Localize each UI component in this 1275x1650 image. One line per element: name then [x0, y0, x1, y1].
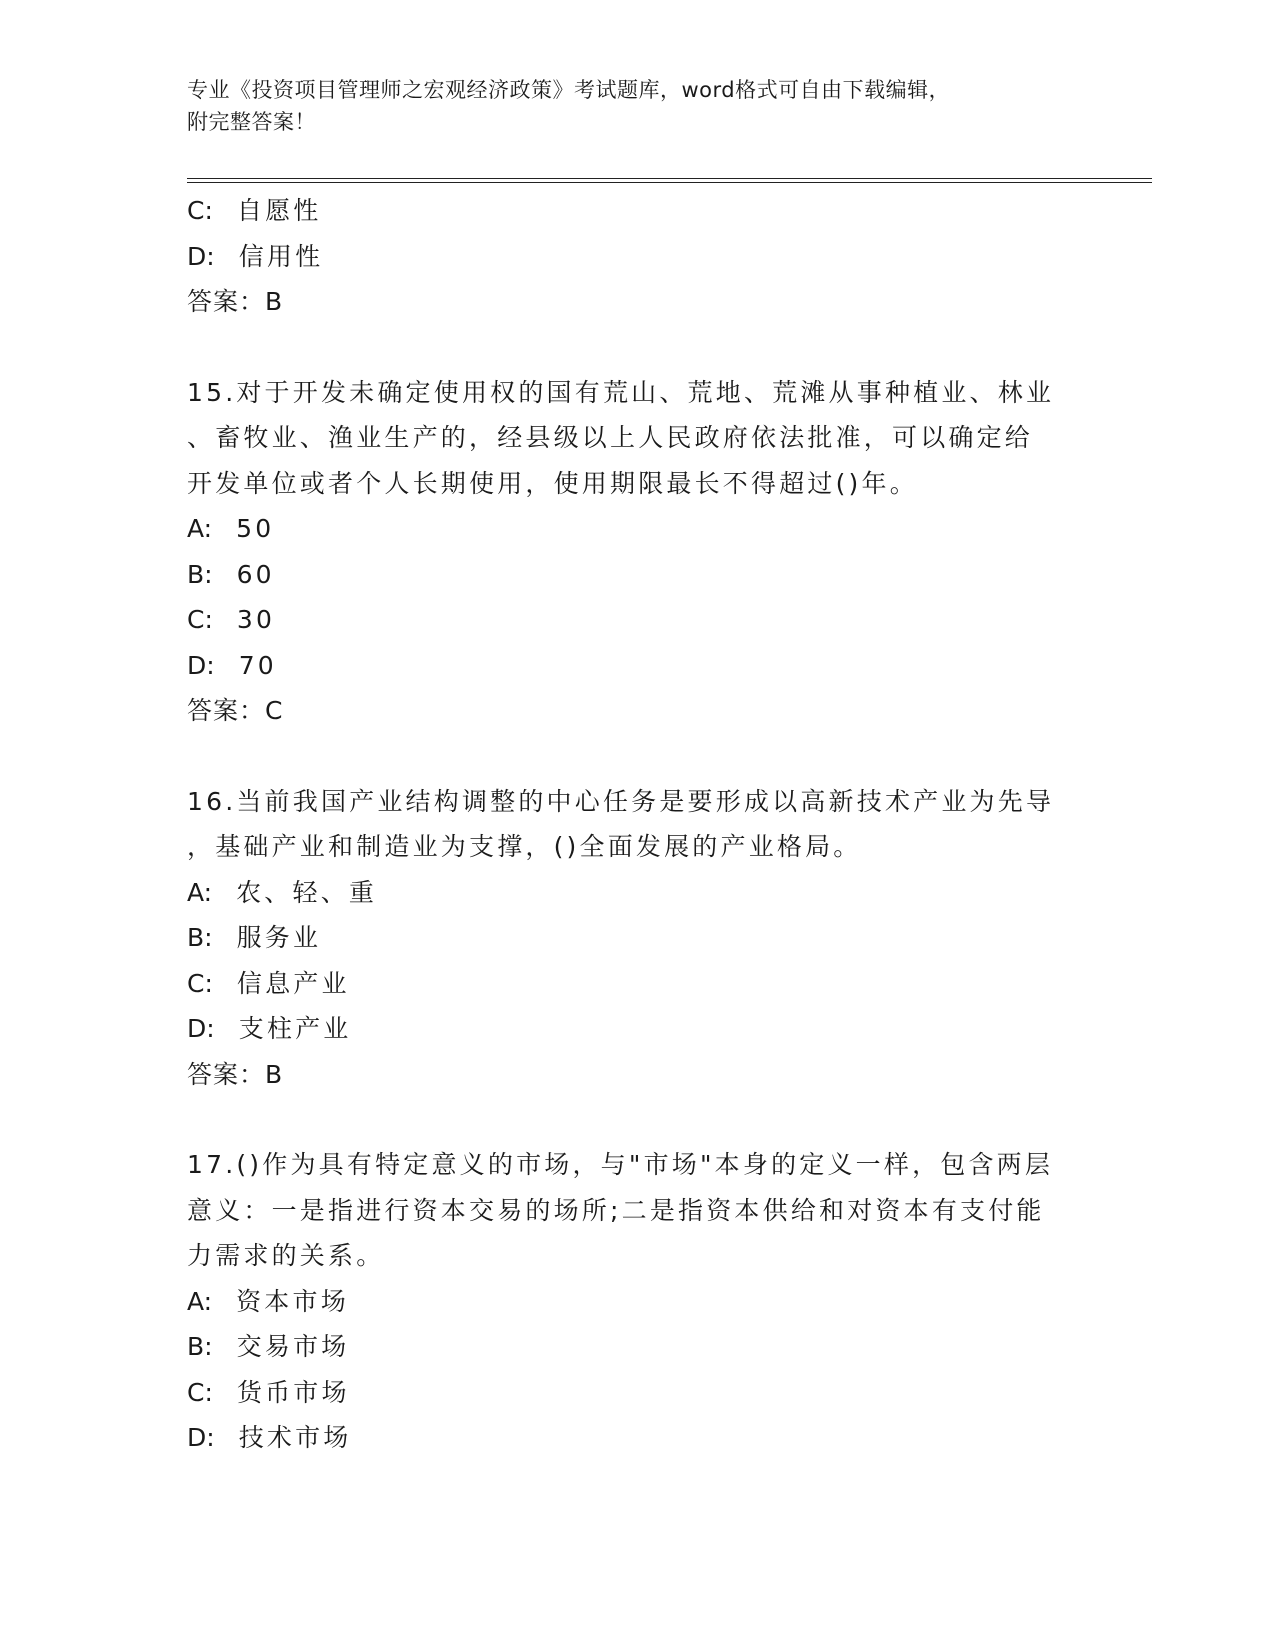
question-text	[187, 779, 1087, 870]
option-text: 服务业	[236, 923, 322, 952]
question-line: 15.对于开发未确定使用权的国有荒山、荒地、荒滩从事种植业、林业	[187, 377, 1055, 407]
option-d	[187, 1415, 1087, 1461]
option-letter: D:	[187, 650, 215, 680]
option-text: 自愿性	[236, 196, 322, 225]
option-letter: B:	[187, 923, 213, 952]
option-letter: B:	[187, 559, 213, 589]
option-b	[187, 915, 1087, 961]
option-letter: A:	[187, 877, 213, 907]
option-text: 60	[236, 559, 275, 589]
option-b	[187, 552, 1087, 598]
option-a	[187, 506, 1087, 552]
option-text: 信用性	[238, 241, 324, 271]
header-divider	[187, 178, 1152, 183]
option-letter: D:	[187, 241, 215, 271]
option-letter: C:	[187, 1377, 213, 1407]
option-letter: C:	[187, 605, 213, 634]
option-text: 支柱产业	[238, 1014, 352, 1043]
option-text: 70	[238, 650, 277, 680]
question-line: 、畜牧业、渔业生产的，经县级以上人民政府依法批准，可以确定给	[187, 423, 1034, 452]
option-a	[187, 870, 1087, 916]
option-text: 50	[236, 514, 275, 543]
question-text	[187, 370, 1087, 507]
option-text: 资本市场	[236, 1286, 349, 1316]
question-line: 力需求的关系。	[187, 1241, 385, 1270]
question-16	[187, 779, 1087, 1098]
option-letter: D:	[187, 1423, 215, 1452]
header-line-2: 附完整答案！	[187, 110, 316, 134]
question-text	[187, 1142, 1087, 1279]
option-d	[187, 234, 1087, 280]
option-a	[187, 1279, 1087, 1325]
option-letter: A:	[187, 1286, 213, 1316]
question-list	[187, 188, 1087, 1461]
answer-line: 答案：C	[187, 696, 284, 725]
option-c	[187, 188, 1087, 234]
option-text: 农、轻、重	[236, 877, 378, 907]
option-letter: C:	[187, 196, 213, 225]
option-letter: A:	[187, 514, 213, 543]
option-text: 信息产业	[236, 968, 350, 998]
header-line-1: 专业《投资项目管理师之宏观经济政策》考试题库，word格式可自由下载编辑，	[187, 78, 951, 102]
question-line: 17.()作为具有特定意义的市场，与"市场"本身的定义一样，包含两层	[187, 1150, 1054, 1179]
question-line: 意义：一是指进行资本交易的场所;二是指资本供给和对资本有支付能	[187, 1195, 1045, 1225]
option-text: 技术市场	[238, 1423, 352, 1452]
option-text: 货币市场	[236, 1377, 350, 1407]
question-14-continuation	[187, 188, 1087, 325]
option-text: 交易市场	[236, 1332, 350, 1361]
option-text: 30	[236, 605, 276, 634]
option-letter: D:	[187, 1014, 215, 1043]
question-line: 16.当前我国产业结构调整的中心任务是要形成以高新技术产业为先导	[187, 786, 1055, 816]
question-15	[187, 370, 1087, 734]
option-letter: C:	[187, 968, 213, 998]
option-d	[187, 643, 1087, 689]
answer-line: 答案：B	[187, 287, 284, 316]
answer-line: 答案：B	[187, 1059, 284, 1089]
question-line: ，基础产业和制造业为支撑，()全面发展的产业格局。	[187, 832, 862, 861]
option-c	[187, 597, 1087, 643]
option-c	[187, 1370, 1087, 1416]
option-c	[187, 961, 1087, 1007]
question-line: 开发单位或者个人长期使用，使用期限最长不得超过()年。	[187, 468, 918, 498]
option-letter: B:	[187, 1332, 213, 1361]
option-b	[187, 1324, 1087, 1370]
page-header	[187, 74, 1067, 138]
question-17	[187, 1142, 1087, 1461]
option-d	[187, 1006, 1087, 1052]
